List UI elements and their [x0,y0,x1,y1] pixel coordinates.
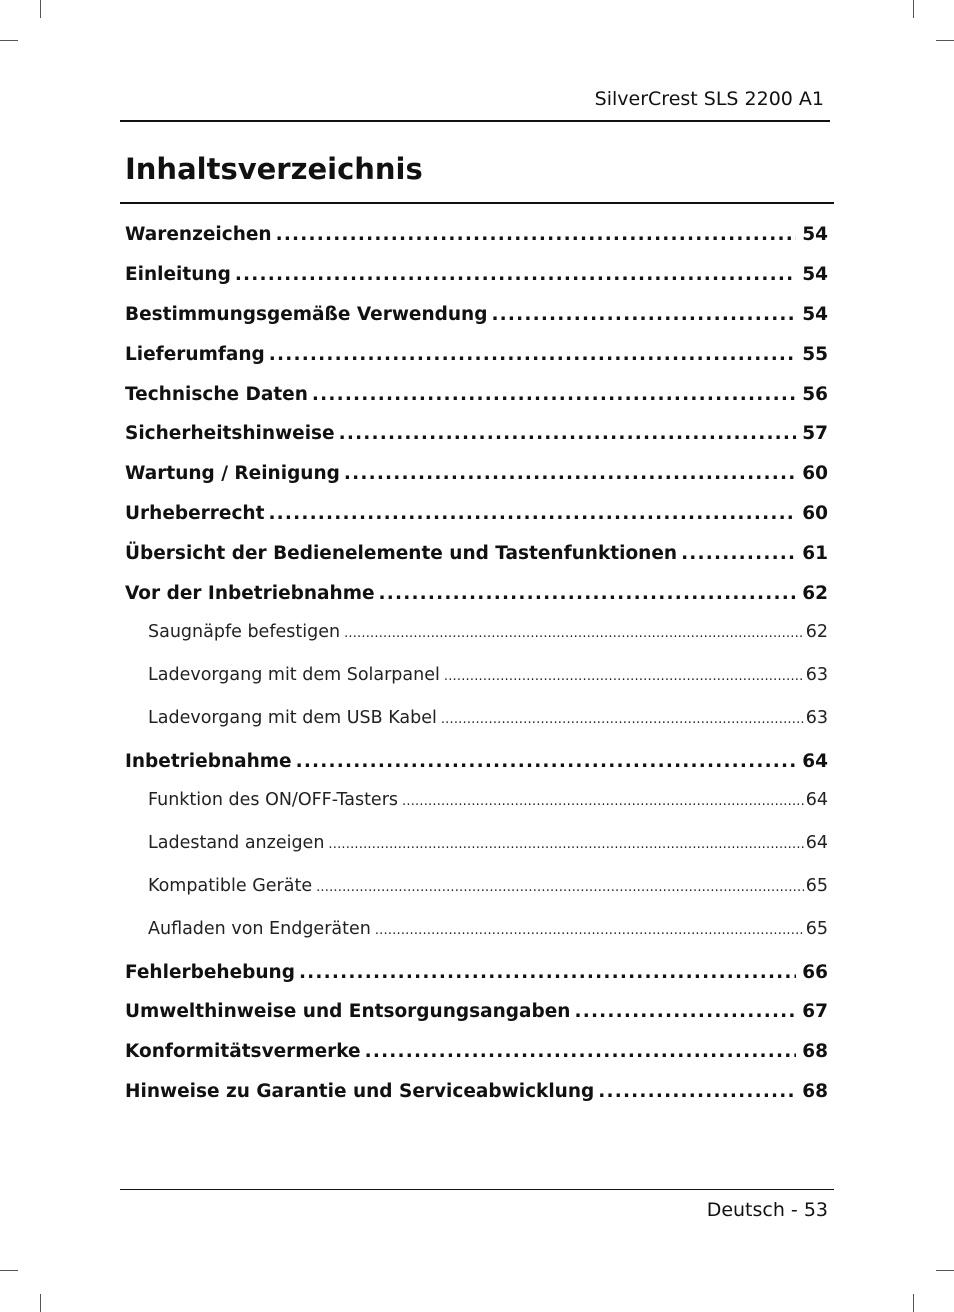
toc-entry-page-number: 63 [805,665,828,685]
toc-entry-title: Technische Daten [125,384,308,405]
toc-dot-leader [339,423,797,444]
toc-entry-page-number: 64 [805,790,828,810]
toc-dot-leader [402,794,804,809]
toc-entry-title: Bestimmungsgemäße Verwendung [125,304,488,325]
toc-entry-page-number: 64 [802,751,828,772]
toc-entry[interactable] [148,665,828,693]
toc-entry-page-number: 62 [805,622,828,642]
toc-dot-leader [344,626,804,641]
toc-entry-title: Ladevorgang mit dem USB Kabel [148,708,437,728]
toc-dot-leader [598,1081,796,1102]
crop-mark [936,40,954,41]
running-header: SilverCrest SLS 2200 A1 [594,88,824,110]
toc-dot-leader [344,463,796,484]
toc-entry[interactable] [125,304,828,332]
toc-entry-title: Warenzeichen [125,224,272,245]
toc-entry[interactable] [125,1081,828,1109]
toc-entry-page-number: 65 [805,876,828,896]
toc-entry[interactable] [125,1041,828,1069]
toc-entry-page-number: 62 [802,583,828,604]
toc-dot-leader [444,669,804,684]
toc-dot-leader [235,264,796,285]
toc-entry[interactable] [125,384,828,412]
toc-entry-title: Aufladen von Endgeräten [148,919,371,939]
crop-mark [0,40,18,41]
toc-entry-page-number: 55 [802,344,828,365]
toc-entry-title: Sicherheitshinweise [125,423,335,444]
toc-dot-leader [328,837,803,852]
toc-entry-title: Ladestand anzeigen [148,833,325,853]
toc-entry[interactable] [125,224,828,252]
toc-entry-title: Umwelthinweise und Entsorgungsangaben [125,1001,571,1022]
toc-entry-title: Konformitätsvermerke [125,1041,361,1062]
toc-dot-leader [491,304,796,325]
toc-entry[interactable] [125,423,828,451]
toc-entry-title: Funktion des ON/OFF-Tasters [148,790,399,810]
toc-entry-title: Einleitung [125,264,231,285]
toc-entry-page-number: 60 [802,503,828,524]
toc-entry[interactable] [125,264,828,292]
toc-dot-leader [299,962,796,983]
toc-entry-title: Ladevorgang mit dem Solarpanel [148,665,440,685]
toc-entry[interactable] [148,622,828,650]
crop-mark [0,1270,18,1271]
toc-dot-leader [441,712,804,727]
footer-divider [120,1189,834,1190]
title-divider [120,202,834,204]
toc-entry-page-number: 54 [802,264,828,285]
toc-entry-page-number: 63 [805,708,828,728]
crop-mark [913,1294,914,1312]
toc-dot-leader [296,751,797,772]
toc-entry-page-number: 56 [802,384,828,405]
toc-entry[interactable] [148,876,828,904]
toc-entry-page-number: 67 [802,1001,828,1022]
toc-entry[interactable] [148,833,828,861]
toc-entry-page-number: 68 [802,1081,828,1102]
toc-entry[interactable] [148,790,828,818]
toc-entry[interactable] [148,708,828,736]
toc-entry-page-number: 66 [802,962,828,983]
toc-entry-page-number: 64 [805,833,828,853]
header-divider [120,120,830,122]
page-number: Deutsch - 53 [706,1199,828,1221]
crop-mark [913,0,914,18]
toc-entry[interactable] [125,463,828,491]
toc-entry-title: Urheberrecht [125,503,265,524]
toc-entry-title: Inbetriebnahme [125,751,292,772]
toc-entry-title: Hinweise zu Garantie und Serviceabwicklung [125,1081,595,1102]
crop-mark [40,1294,41,1312]
toc-dot-leader [312,384,796,405]
toc-entry[interactable] [125,751,828,779]
toc-dot-leader [316,880,804,895]
toc-entry-page-number: 68 [802,1041,828,1062]
toc-dot-leader [379,583,797,604]
toc-entry-title: Saugnäpfe befestigen [148,622,341,642]
toc-dot-leader [268,503,796,524]
toc-entry[interactable] [148,919,828,947]
crop-mark [40,0,41,18]
toc-entry-page-number: 60 [802,463,828,484]
toc-entry[interactable] [125,344,828,372]
page-title: Inhaltsverzeichnis [125,152,423,186]
toc-dot-leader [269,344,796,365]
toc-dot-leader [681,543,796,564]
toc-entry[interactable] [125,962,828,990]
toc-entry[interactable] [125,503,828,531]
toc-entry-title: Fehlerbehebung [125,962,295,983]
toc-entry-page-number: 61 [802,543,828,564]
toc-entry-title: Wartung / Reinigung [125,463,340,484]
toc-dot-leader [365,1041,797,1062]
crop-mark [936,1270,954,1271]
toc-dot-leader [574,1001,796,1022]
toc-entry-title: Vor der Inbetriebnahme [125,583,375,604]
toc-entry-page-number: 54 [802,224,828,245]
toc-entry-page-number: 57 [802,423,828,444]
toc-entry[interactable] [125,1001,828,1029]
toc-entry-page-number: 54 [802,304,828,325]
toc-entry[interactable] [125,583,828,611]
toc-entry-title: Lieferumfang [125,344,265,365]
toc-entry-page-number: 65 [805,919,828,939]
toc-dot-leader [276,224,797,245]
toc-dot-leader [375,923,804,938]
toc-entry[interactable] [125,543,828,571]
toc-entry-title: Kompatible Geräte [148,876,313,896]
toc-entry-title: Übersicht der Bedienelemente und Tastenfunktionen [125,543,678,564]
